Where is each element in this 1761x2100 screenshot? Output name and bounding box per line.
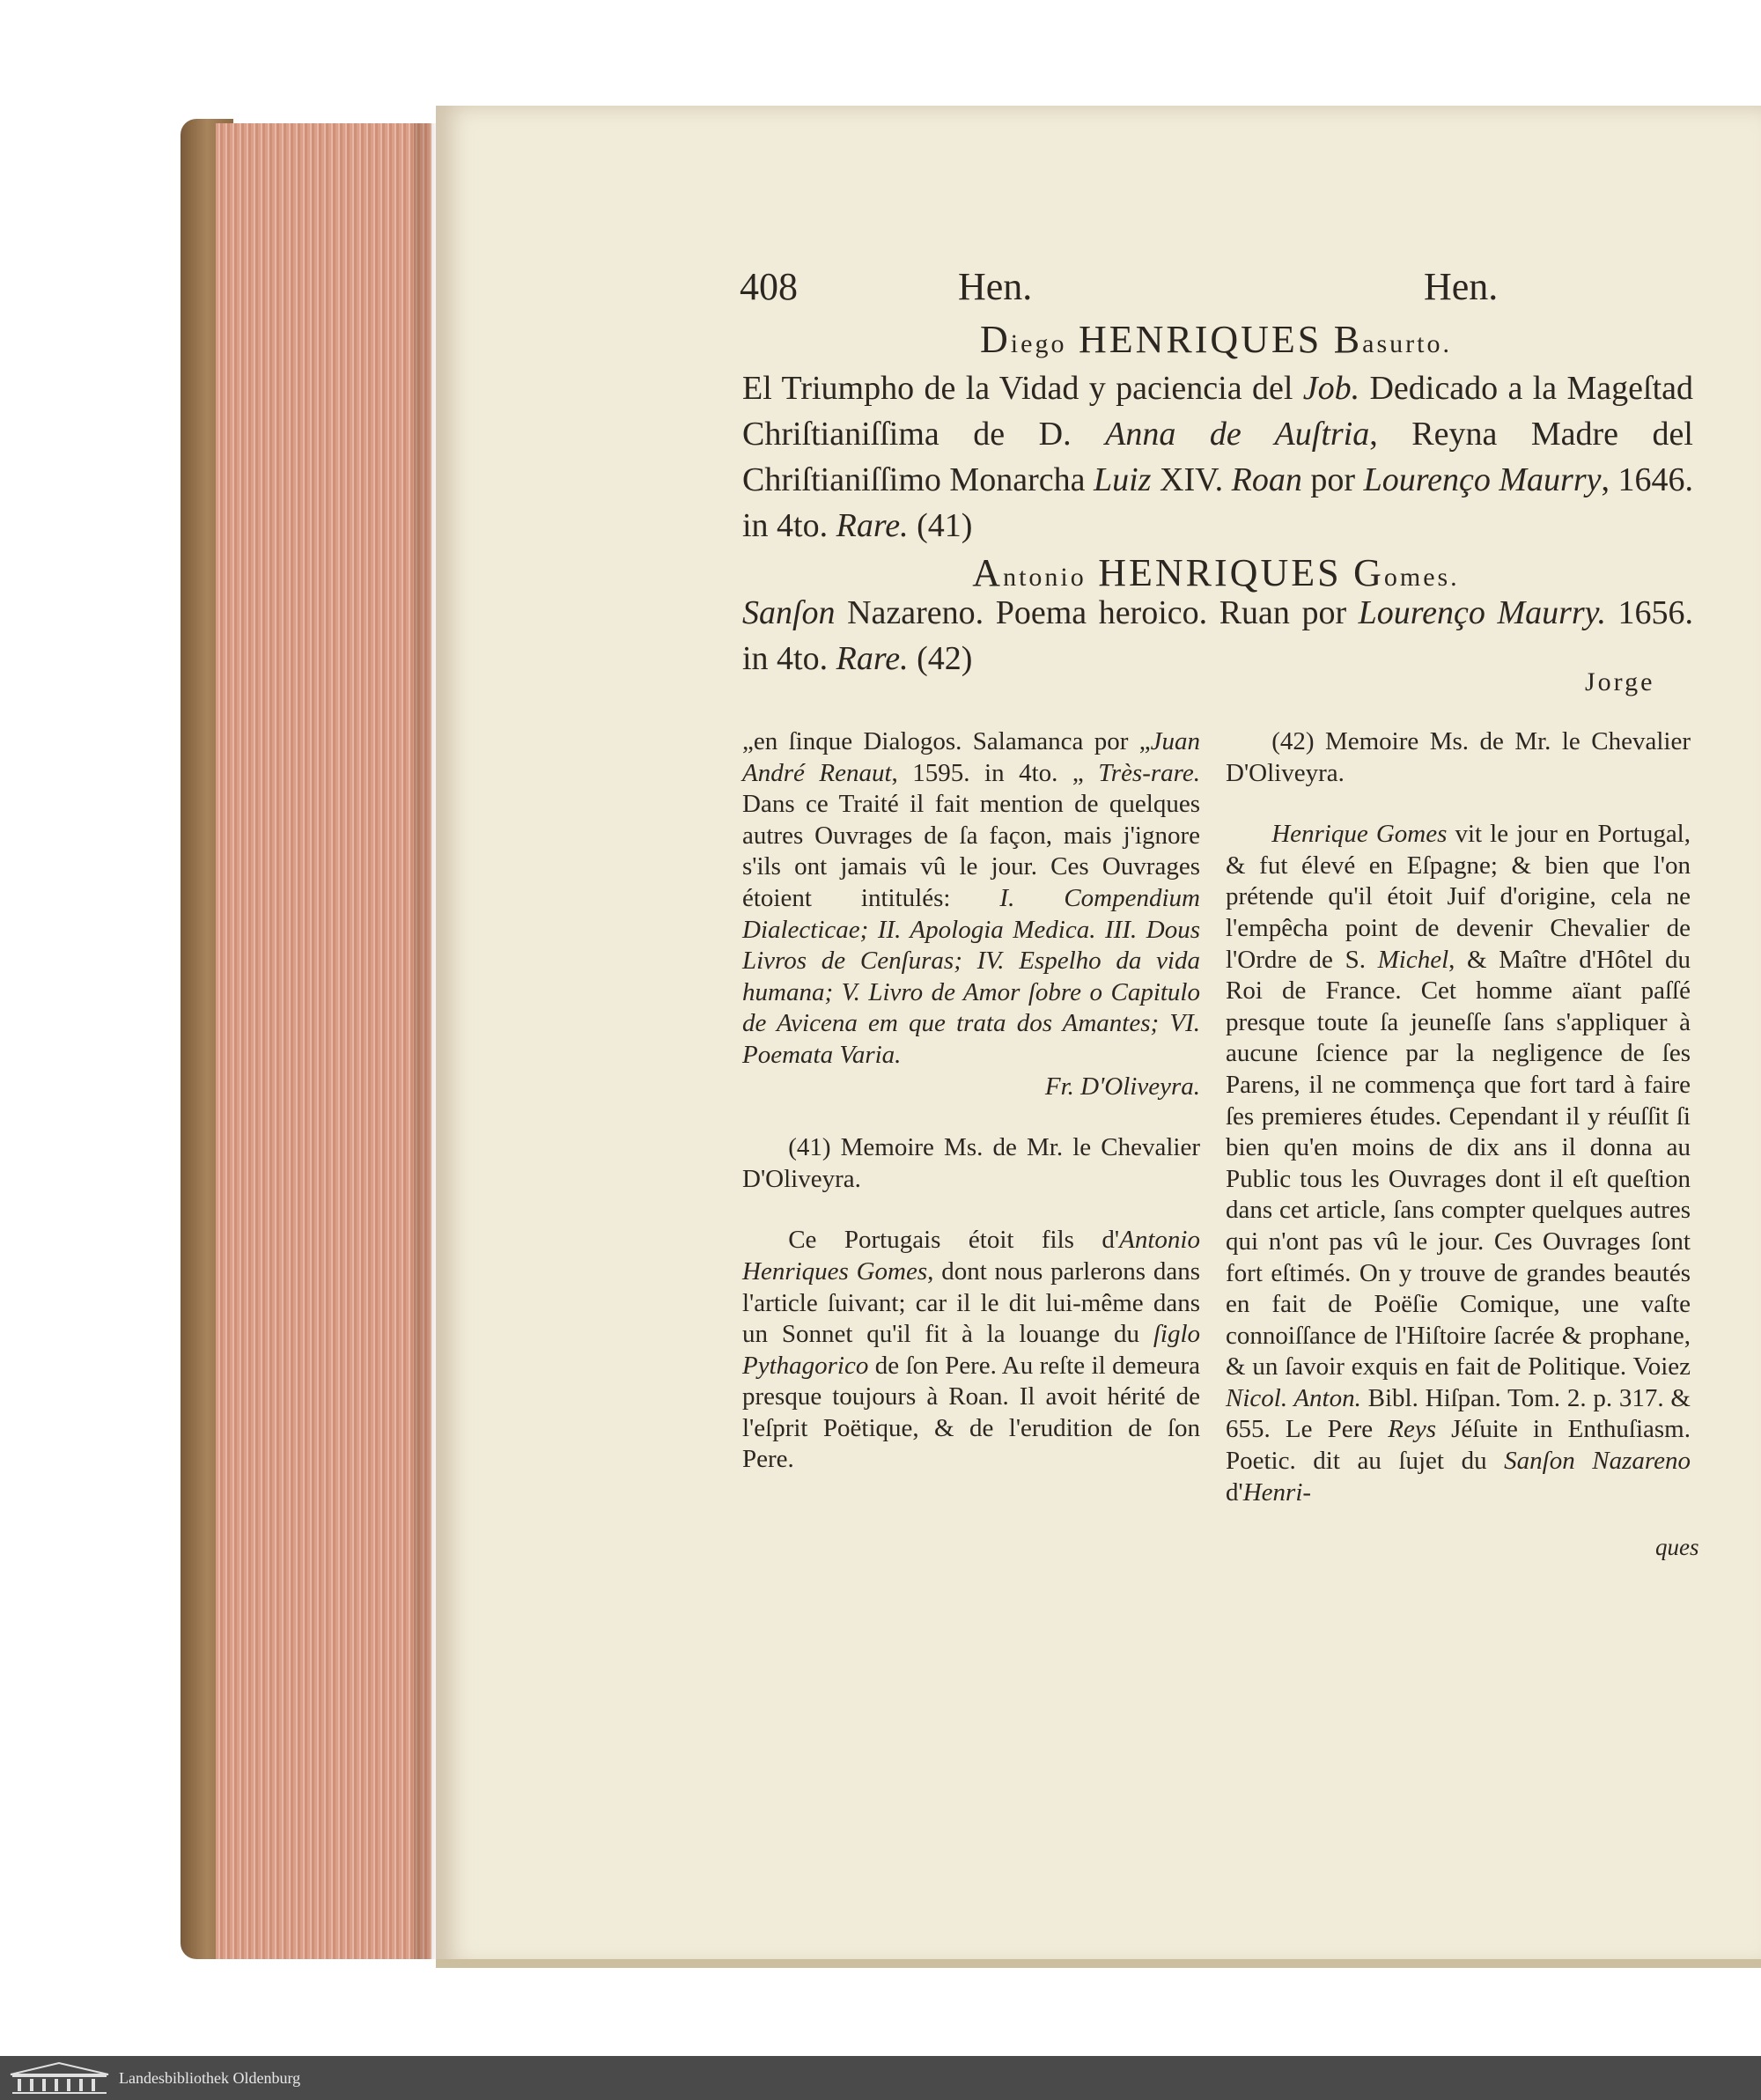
text-run: , 1595. in 4to. „ [891, 758, 1099, 787]
italic-run: Reys [1388, 1415, 1436, 1444]
text-run: d' [1226, 1477, 1243, 1507]
italic-run: Roan [1231, 461, 1302, 498]
text-run: por [1301, 461, 1364, 498]
catchword-jorge: Jorge [1585, 667, 1655, 696]
footnote-paragraph-dialogos [742, 726, 1200, 1072]
text-run: (41) [908, 507, 973, 544]
italic-run: Nicol. Anton. [1226, 1383, 1361, 1412]
heading-small-caps: omes. [1383, 563, 1460, 592]
italic-run: Fr. D'Oliveyra. [1044, 1072, 1200, 1101]
italic-run: Rare. [836, 640, 909, 677]
heading-cap: D [980, 318, 1011, 361]
text-run: Dedicado a la Mageſtad Chriſtianiſſima de D. [742, 370, 1693, 453]
italic-run: Antonio Henriques Gomes [742, 1226, 1200, 1286]
text-run: Nazareno. Poema heroico. Ruan por [835, 594, 1359, 631]
footnote-41: (41) Memoire Ms. de Mr. le Chevalier D'Oliveyra. [742, 1133, 1200, 1193]
heading-cap: G [1353, 551, 1384, 594]
heading-surname: HENRIQUES [1078, 318, 1323, 361]
text-run: , & Maître d'Hôtel du Roi de France. Cet homme aïant paſſé presque toute ſa jeuneſſe ſans s'appliquer à aucune ſcience par la negligence de ſes Parens, il ne commença que fort tard à faire ſes premieres études. Cependant il y réuſſit ſi bien qu'en moins de dix ans il donna au Public tous les Ouvrages dont il eſt queſtion dans cet article, ſans compter quelques autres qui n'ont pas vû le jour. Ces Ouvrages ſont fort eſtimés. On y trouve de grandes beautés en fait de Poëſie Comique, une vaſte connoiſſance de l'Hiſtoire ſacrée & prophane, & un ſavoir exquis en fait de Politique. Voiez [1226, 945, 1691, 1382]
book-fore-edge [216, 123, 431, 1959]
heading-small-caps: iego [1010, 329, 1067, 358]
spacer [1226, 789, 1691, 819]
text-run: , 1646. in 4to. [742, 461, 1694, 544]
library-building-icon [9, 2060, 110, 2096]
footnote-42: (42) Memoire Ms. de Mr. le Chevalier D'Oliveyra. [1226, 727, 1691, 787]
text-run: „en ſinque Dialogos. Salamanca por „ [742, 727, 1151, 755]
text-run: 1656. in 4to. [742, 594, 1694, 677]
text-run: Dans ce Traité il fait mention de quelques autres Ouvrages de ſa façon, mais j'ignore s'ils ont jamais vû le jour. Ces Ouvrages étoient intitulés: [742, 790, 1200, 912]
italic-run: Henrique Gomes [1271, 820, 1448, 849]
text-run: de ſon Pere. Au reſte il demeura presque toujours à Roan. Il avoit hérité de l'eſprit Poëtique, & de l'erudition de ſon Pere. [742, 1351, 1200, 1474]
right-footnote-column [1226, 726, 1691, 1508]
heading-cap: B [1333, 318, 1363, 361]
text-run: Bibl. Hiſpan. Tom. 2. p. 317. & 655. Le Pere [1226, 1383, 1691, 1444]
signature-oliveyra [742, 1072, 1200, 1103]
spacer [742, 1195, 1200, 1225]
italic-run: Lourenço Maurry [1363, 461, 1602, 498]
left-footnote-column [742, 726, 1200, 1476]
entry-heading-antonio-henriques [740, 550, 1692, 595]
heading-small-caps: asurto. [1362, 329, 1452, 358]
italic-run: Lourenço Maurry. [1358, 594, 1606, 631]
italic-run: Rare. [836, 507, 909, 544]
italic-run: Job. [1302, 370, 1360, 407]
catchword-ques: ques [1655, 1534, 1699, 1560]
text-run: (42) [908, 640, 973, 677]
running-head-right: Hen. [1424, 265, 1499, 308]
text-run: Jéſuite in Enthuſiasm. Poetic. dit au ſujet du [1226, 1415, 1691, 1476]
italic-run: I. Compendium Dialecticae; II. Apologia Medica. III. Dous Livros de Cenſuras; IV. Espelho da vida humana; V. Livro de Amor ſobre o Capitulo de Avicena em que trata dos Amantes; VI. Poemata Varia. [742, 883, 1200, 1069]
text-run: XIV. [1151, 461, 1232, 498]
italic-run: ſiglo Pythagorico [742, 1320, 1200, 1380]
text-run: , dont nous parlerons dans l'article ſuivant; car il le dit lui-même dans un Sonnet qu'il fit à la louange du [742, 1256, 1200, 1349]
heading-small-caps: ntonio [1003, 563, 1087, 592]
spacer [742, 1102, 1200, 1132]
italic-run: Sanſon Nazareno [1504, 1447, 1691, 1476]
italic-run: Henri- [1242, 1477, 1312, 1507]
text-run: , Reyna Madre del Chriſtianiſſimo Monarcha [742, 416, 1693, 498]
text-run: vit le jour en Portugal, & fut élevé en Eſpagne; & bien que l'on prétende qu'il étoit Juif d'origine, cela ne l'empêcha point de devenir Chevalier de l'Ordre de S. [1226, 820, 1691, 974]
heading-surname: HENRIQUES [1098, 551, 1342, 594]
running-head-left: Hen. [958, 265, 1033, 308]
italic-run: Anna de Auſtria [1105, 416, 1370, 453]
entry-body-sanson [742, 590, 1693, 682]
text-run: Ce Portugais étoit fils d' [788, 1226, 1120, 1255]
library-name: Landesbibliothek Oldenburg [119, 2069, 301, 2087]
italic-run: Sanſon [742, 594, 836, 631]
italic-run: Très-rare. [1098, 758, 1200, 787]
italic-run: Michel [1377, 945, 1449, 974]
page-bottom-edge [436, 1959, 1761, 1968]
heading-cap: A [972, 551, 1004, 594]
text-run: El Triumpho de la Vidad y paciencia del [742, 370, 1303, 407]
entry-heading-diego-henriques [740, 317, 1692, 362]
italic-run: Juan André Renaut [742, 727, 1200, 787]
entry-body-triumpho [742, 365, 1693, 549]
footnote-paragraph-portugais [742, 1225, 1200, 1476]
page-number: 408 [740, 265, 798, 308]
italic-run: Luiz [1093, 461, 1152, 498]
footnote-paragraph-henrique-gomes [1226, 819, 1691, 1508]
